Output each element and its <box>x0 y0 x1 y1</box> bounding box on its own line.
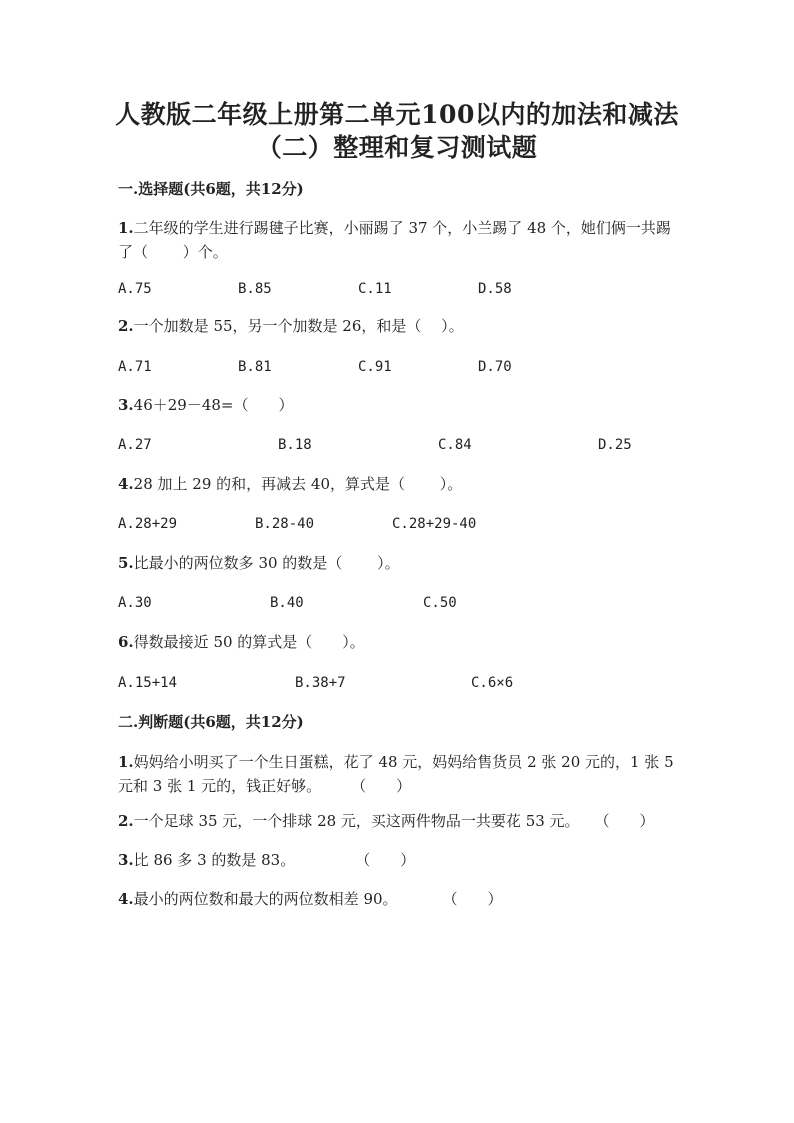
option-d[interactable]: D.70 <box>478 359 512 375</box>
question-text: 一个足球 35 元，一个排球 28 元，买这两件物品一共要花 53 元。 （ ） <box>133 812 655 830</box>
page-title-line1: 人教版二年级上册第二单元100以内的加法和减法 <box>115 100 679 129</box>
option-a[interactable]: A.27 <box>118 437 152 453</box>
page-title-line2: （二）整理和复习测试题 <box>256 133 538 162</box>
question-number: 5. <box>118 554 134 572</box>
option-a[interactable]: A.30 <box>118 595 152 611</box>
question-number: 1. <box>118 753 134 771</box>
option-c[interactable]: C.91 <box>358 359 392 375</box>
option-c[interactable]: C.11 <box>358 281 392 297</box>
question-text: 一个加数是 55，另一个加数是 26，和是（ ）。 <box>133 317 464 335</box>
question-text: 28 加上 29 的和，再减去 40，算式是（ ）。 <box>133 475 463 493</box>
question-number: 4. <box>118 475 134 493</box>
question-6 <box>118 630 678 654</box>
option-b[interactable]: B.85 <box>238 281 272 297</box>
option-c[interactable]: C.28+29-40 <box>392 516 477 532</box>
question-number: 2. <box>118 812 134 830</box>
question-1 <box>118 216 678 264</box>
question-number: 3. <box>118 396 134 414</box>
option-c[interactable]: C.84 <box>438 437 472 453</box>
section-heading-choice: 一.选择题(共6题，共12分) <box>118 180 304 198</box>
question-text: 比 86 多 3 的数是 83。 （ ） <box>133 851 416 869</box>
question-number: 3. <box>118 851 134 869</box>
question-number: 6. <box>118 633 134 651</box>
option-b[interactable]: B.18 <box>278 437 312 453</box>
option-c[interactable]: C.6×6 <box>471 675 514 691</box>
question-text: 最小的两位数和最大的两位数相差 90。 （ ） <box>133 890 503 908</box>
option-a[interactable]: A.28+29 <box>118 516 178 532</box>
question-text: 妈妈给小明买了一个生日蛋糕，花了 48 元，妈妈给售货员 2 张 20 元的，1 张 5 元和 3 张 1 元的，钱正好够。 （ ） <box>118 753 674 795</box>
question-3 <box>118 393 678 417</box>
question-2 <box>118 314 678 338</box>
section-heading-judge: 二.判断题(共6题，共12分) <box>118 713 304 731</box>
option-c[interactable]: C.50 <box>423 595 457 611</box>
option-a[interactable]: A.75 <box>118 281 152 297</box>
question-text: 46＋29－48=（ ） <box>133 396 294 414</box>
question-text: 得数最接近 50 的算式是（ ）。 <box>133 633 365 651</box>
judge-question-2 <box>118 809 678 833</box>
option-b[interactable]: B.28-40 <box>255 516 315 532</box>
judge-question-1 <box>118 750 678 798</box>
question-text: 二年级的学生进行踢毽子比赛，小丽踢了 37 个，小兰踢了 48 个，她们俩一共踢了（ ）个。 <box>118 219 671 261</box>
question-number: 1. <box>118 219 134 237</box>
question-text: 比最小的两位数多 30 的数是（ ）。 <box>133 554 400 572</box>
option-b[interactable]: B.81 <box>238 359 272 375</box>
option-a[interactable]: A.15+14 <box>118 675 178 691</box>
option-d[interactable]: D.58 <box>478 281 512 297</box>
option-a[interactable]: A.71 <box>118 359 152 375</box>
judge-question-3 <box>118 848 678 872</box>
option-b[interactable]: B.40 <box>270 595 304 611</box>
judge-question-4 <box>118 887 678 911</box>
question-4 <box>118 472 678 496</box>
question-number: 2. <box>118 317 134 335</box>
question-number: 4. <box>118 890 134 908</box>
option-d[interactable]: D.25 <box>598 437 632 453</box>
question-5 <box>118 551 678 575</box>
option-b[interactable]: B.38+7 <box>295 675 346 691</box>
